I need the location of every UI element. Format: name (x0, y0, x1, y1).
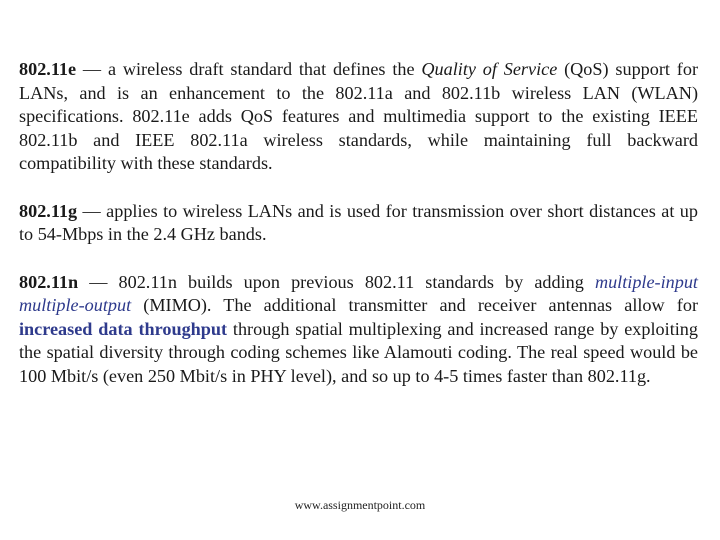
paragraph-80211n (19, 271, 698, 389)
document-body (19, 58, 698, 412)
text-segment: — applies to wireless LANs and is used for transmission over short distances at up to 54-Mbps in the 2.4 GHz bands. (19, 200, 698, 244)
quality-of-service-term: Quality of Service (421, 59, 558, 79)
text-segment: (QoS) support for LANs, and is an enhancement to the 802.11a and 802.11b wireless LAN (WLAN) specifications. 802.11e adds QoS features and multimedia support to the existing IEEE 802.11b and IEEE 802.11a wireless standards, while maintaining full backward compatibility with these standards. (19, 59, 698, 173)
text-segment: (MIMO). The additional transmitter and receiver antennas allow for (131, 295, 698, 315)
paragraph-80211g (19, 200, 698, 247)
term-80211n: 802.11n (19, 271, 79, 292)
paragraph-80211e (19, 58, 698, 176)
term-80211e: 802.11e (19, 59, 77, 79)
text-segment: — 802.11n builds upon previous 802.11 standards by adding (78, 271, 595, 292)
term-80211g: 802.11g (19, 200, 78, 221)
mimo-term: multiple-input multiple-output (19, 271, 698, 315)
footer-website: www.assignmentpoint.com (294, 498, 426, 512)
increased-throughput-term: increased data throughput (19, 318, 228, 339)
text-segment: through spatial multiplexing and increased range by exploiting the spatial diversity through coding schemes like Alamouti coding. The real speed would be 100 Mbit/s (even 250 Mbit/s in PHY level), and so up to 4-5 times faster than 802.11g. (19, 318, 698, 386)
text-segment: — a wireless draft standard that defines the (76, 59, 422, 79)
